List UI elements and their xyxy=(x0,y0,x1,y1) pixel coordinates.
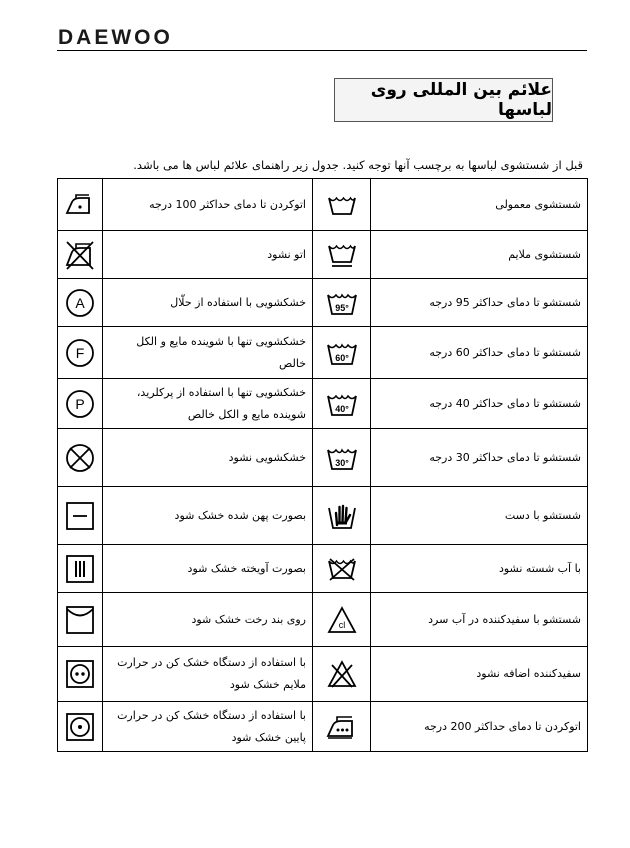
care-label: با استفاده از دستگاه خشک کن در حرارت ملایم خشک شود xyxy=(103,647,313,702)
wash-60-icon xyxy=(313,327,371,379)
table-row xyxy=(58,702,588,752)
line-dry-icon xyxy=(58,593,103,647)
care-label: بصورت آویخته خشک شود xyxy=(103,545,313,593)
dryclean-f-icon xyxy=(58,327,103,379)
care-label: شستشو تا دمای حداکثر 95 درجه xyxy=(371,279,588,327)
table-row xyxy=(58,487,588,545)
header-divider xyxy=(57,50,587,51)
table-row xyxy=(58,179,588,231)
wash-temp-label: 60° xyxy=(334,352,349,363)
tumble-dry-normal-icon xyxy=(58,647,103,702)
do-not-bleach-icon xyxy=(313,647,371,702)
wash-30-icon xyxy=(313,429,371,487)
brand-logo: DAEWOO xyxy=(58,26,173,49)
care-label: خشکشویی با استفاده از حلّال xyxy=(103,279,313,327)
care-label: خشکشویی نشود xyxy=(103,429,313,487)
table-row xyxy=(58,647,588,702)
table-row xyxy=(58,593,588,647)
table-row xyxy=(58,327,588,379)
wash-temp-label: 95° xyxy=(334,302,349,313)
bleach-cl-icon xyxy=(313,593,371,647)
do-not-iron-icon xyxy=(58,231,103,279)
wash-40-icon xyxy=(313,379,371,429)
care-label: سفیدکننده اضافه نشود xyxy=(371,647,588,702)
care-label: با استفاده از دستگاه خشک کن در حرارت پایین خشک شود xyxy=(103,702,313,752)
do-not-wash-icon xyxy=(313,545,371,593)
wash-95-icon xyxy=(313,279,371,327)
table-row xyxy=(58,231,588,279)
tumble-dry-low-icon xyxy=(58,702,103,752)
dryclean-letter: F xyxy=(75,344,85,361)
wash-temp-label: 30° xyxy=(334,457,349,468)
page-title: علائم بین المللی روی لباسها xyxy=(334,78,553,122)
care-label: شستشو با سفیدکننده در آب سرد xyxy=(371,593,588,647)
care-label: شستشو تا دمای حداکثر 40 درجه xyxy=(371,379,588,429)
care-label: خشکشویی تنها با استفاده از پرکلرید، شوینده مایع و الکل خالص xyxy=(103,379,313,429)
table-row xyxy=(58,545,588,593)
dryclean-p-icon xyxy=(58,379,103,429)
bleach-letters: cl xyxy=(338,619,345,630)
care-label: شستشو تا دمای حداکثر 60 درجه xyxy=(371,327,588,379)
table-row xyxy=(58,279,588,327)
wash-temp-label: 40° xyxy=(334,403,349,414)
care-label: اتو نشود xyxy=(103,231,313,279)
care-label: شستشو با دست xyxy=(371,487,588,545)
care-label: شستشو تا دمای حداکثر 30 درجه xyxy=(371,429,588,487)
dryclean-letter: P xyxy=(75,395,85,412)
dry-flat-icon xyxy=(58,487,103,545)
care-label: اتوکردن تا دمای حداکثر 100 درجه xyxy=(103,179,313,231)
table-row xyxy=(58,429,588,487)
care-label: روی بند رخت خشک شود xyxy=(103,593,313,647)
care-label: اتوکردن تا دمای حداکثر 200 درجه xyxy=(371,702,588,752)
iron-three-dots-icon xyxy=(313,702,371,752)
drip-dry-icon xyxy=(58,545,103,593)
care-label: بصورت پهن شده خشک شود xyxy=(103,487,313,545)
dryclean-a-icon xyxy=(58,279,103,327)
care-symbols-table xyxy=(57,178,588,752)
care-label: با آب شسته نشود xyxy=(371,545,588,593)
care-label: شستشوی معمولی xyxy=(371,179,588,231)
wash-tub-icon xyxy=(313,179,371,231)
hand-wash-icon xyxy=(313,487,371,545)
iron-one-dot-icon xyxy=(58,179,103,231)
gentle-wash-icon xyxy=(313,231,371,279)
intro-text: قبل از شستشوی لباسها به برچسب آنها توجه کنید. جدول زیر راهنمای علائم لباس ها می باشد. xyxy=(133,158,583,172)
care-label: خشکشویی تنها با شوینده مایع و الکل خالص xyxy=(103,327,313,379)
do-not-dryclean-icon xyxy=(58,429,103,487)
dryclean-letter: A xyxy=(75,294,85,311)
care-label: شستشوی ملایم xyxy=(371,231,588,279)
table-row xyxy=(58,379,588,429)
